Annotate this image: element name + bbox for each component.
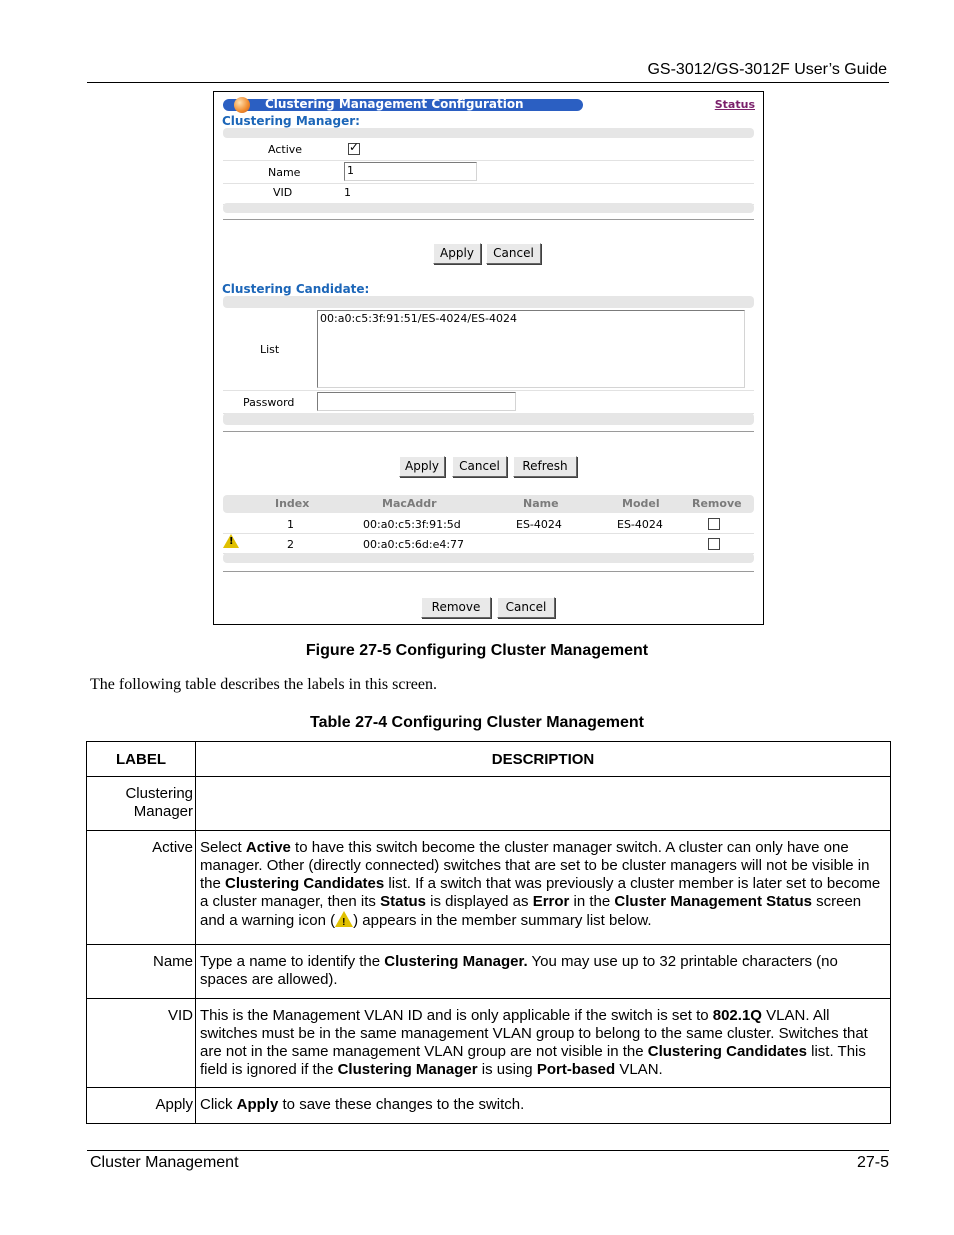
candidate-apply-button[interactable]: Apply — [399, 456, 445, 477]
page-number: 27-5 — [856, 1154, 889, 1171]
description-text: screen and a warning icon ( — [200, 893, 862, 929]
candidate-cancel-button[interactable]: Cancel — [452, 456, 507, 477]
table-caption: Table 27-4 Configuring Cluster Management — [310, 714, 644, 731]
table-row — [223, 534, 754, 554]
separator — [223, 219, 754, 220]
col-model: Model — [622, 497, 660, 510]
col-name: Name — [523, 497, 559, 510]
table-row — [223, 514, 754, 534]
description-text: VLAN. — [615, 1061, 663, 1078]
col-index: Index — [275, 497, 310, 510]
vid-label: VID — [273, 186, 293, 199]
manager-table-bottom — [223, 203, 754, 213]
description-table — [86, 741, 891, 1124]
password-row — [223, 391, 754, 414]
label-header: LABEL — [87, 742, 196, 777]
bold-term: Clustering Candidates — [225, 875, 385, 892]
screen-title: Clustering Management Configuration — [265, 97, 524, 111]
description-text: You may use up to 32 printable characters (no spaces are allowed). — [200, 953, 838, 988]
password-label: Password — [243, 396, 295, 409]
description-text: to save these changes to the switch. — [278, 1096, 525, 1113]
row-index: 2 — [287, 538, 294, 551]
list-row — [223, 308, 754, 391]
row-description — [196, 777, 891, 831]
row-description — [196, 831, 891, 945]
row-label: Active — [87, 831, 196, 945]
description-text: Click — [200, 1096, 237, 1113]
refresh-button[interactable]: Refresh — [513, 456, 577, 477]
row-name: ES-4024 — [516, 518, 562, 531]
clustering-manager-heading: Clustering Manager: — [222, 114, 360, 128]
intro-text: The following table describes the labels in this screen. — [90, 676, 438, 693]
table-row — [87, 945, 891, 999]
bold-term: Cluster Management Status — [614, 893, 812, 910]
candidate-table-top — [223, 296, 754, 308]
description-text: ) appears in the member summary list below. — [353, 912, 652, 929]
members-cancel-button[interactable]: Cancel — [497, 597, 555, 618]
description-text: VLAN. All switches must be in the same management VLAN group to belong to the same cluster. Switches that are not in the same management VLAN group are not visible in the — [200, 1007, 868, 1060]
bold-term: 802.1Q — [712, 1007, 762, 1024]
bold-term: Clustering Manager — [337, 1061, 478, 1078]
row-description — [196, 945, 891, 999]
password-input[interactable] — [317, 392, 516, 411]
row-model: ES-4024 — [617, 518, 663, 531]
col-remove: Remove — [692, 497, 742, 510]
row-label: VID — [87, 999, 196, 1088]
row-description — [196, 999, 891, 1088]
bold-term: Clustering Manager. — [384, 953, 528, 970]
table-row — [87, 777, 891, 831]
name-label: Name — [268, 166, 301, 179]
active-checkbox[interactable] — [348, 143, 360, 155]
row-label: Apply — [87, 1088, 196, 1124]
vid-row — [223, 184, 754, 205]
candidate-table-bottom — [223, 413, 754, 425]
row-mac: 00:a0:c5:6d:e4:77 — [363, 538, 465, 551]
warning-mark: ! — [229, 536, 234, 547]
vid-value: 1 — [344, 186, 351, 199]
screenshot-figure — [213, 91, 764, 625]
header-rule — [87, 82, 889, 83]
bold-term: Active — [245, 839, 291, 856]
description-text: in the — [569, 893, 615, 910]
bold-term: Apply — [236, 1096, 279, 1113]
manager-apply-button[interactable]: Apply — [433, 243, 481, 264]
description-text: is using — [477, 1061, 537, 1078]
row-mac: 00:a0:c5:3f:91:5d — [363, 518, 461, 531]
description-text: is displayed as — [425, 893, 533, 910]
description-text: Type a name to identify the — [200, 953, 385, 970]
members-table-bottom — [223, 553, 754, 563]
table-row — [87, 1088, 891, 1124]
name-input[interactable]: 1 — [344, 162, 477, 181]
bold-term: Port-based — [536, 1061, 616, 1078]
remove-checkbox[interactable] — [708, 518, 720, 530]
description-text: to have this switch become the cluster manager switch. A cluster can only have one manager. Other (directly connected) switches that are set to be cluster managers will not be visible in the — [200, 839, 870, 892]
row-label: Clustering Manager — [87, 777, 196, 831]
description-text: This is the Management VLAN ID and is only applicable if the switch is set to — [200, 1007, 713, 1024]
remove-button[interactable]: Remove — [421, 597, 491, 618]
active-row — [223, 138, 754, 161]
figure-caption: Figure 27-5 Configuring Cluster Management — [305, 642, 649, 659]
members-header-row — [223, 495, 754, 513]
col-macaddr: MacAddr — [382, 497, 437, 510]
footer-section: Cluster Management — [90, 1154, 239, 1171]
clustering-candidate-heading: Clustering Candidate: — [222, 282, 370, 296]
candidate-list-item[interactable]: 00:a0:c5:3f:91:51/ES-4024/ES-4024 — [320, 312, 517, 325]
warning-icon: ! — [335, 911, 353, 927]
manager-table-top — [223, 128, 754, 138]
separator — [223, 571, 754, 572]
manager-cancel-button[interactable]: Cancel — [486, 243, 541, 264]
status-link[interactable]: Status — [714, 98, 755, 111]
row-description — [196, 1088, 891, 1124]
bold-term: Error — [532, 893, 570, 910]
table-row — [87, 831, 891, 945]
bold-term: Status — [380, 893, 426, 910]
remove-checkbox[interactable] — [708, 538, 720, 550]
description-text: list. This field is ignored if the — [200, 1043, 866, 1078]
table-row — [87, 999, 891, 1088]
title-orb-icon — [234, 97, 250, 113]
bold-term: Clustering Candidates — [647, 1043, 807, 1060]
list-label: List — [260, 343, 280, 356]
footer-rule — [87, 1150, 889, 1151]
table-header-row — [87, 742, 891, 777]
description-text: Select — [200, 839, 246, 856]
row-index: 1 — [287, 518, 294, 531]
name-row — [223, 161, 754, 184]
separator — [223, 431, 754, 432]
description-header: DESCRIPTION — [196, 742, 891, 777]
active-label: Active — [268, 143, 303, 156]
description-text: list. If a switch that was previously a cluster member is later set to become a cluster manager, then its — [200, 875, 881, 910]
candidate-list[interactable] — [317, 310, 745, 388]
page-header-title: GS-3012/GS-3012F User’s Guide — [647, 61, 887, 78]
row-label: Name — [87, 945, 196, 999]
